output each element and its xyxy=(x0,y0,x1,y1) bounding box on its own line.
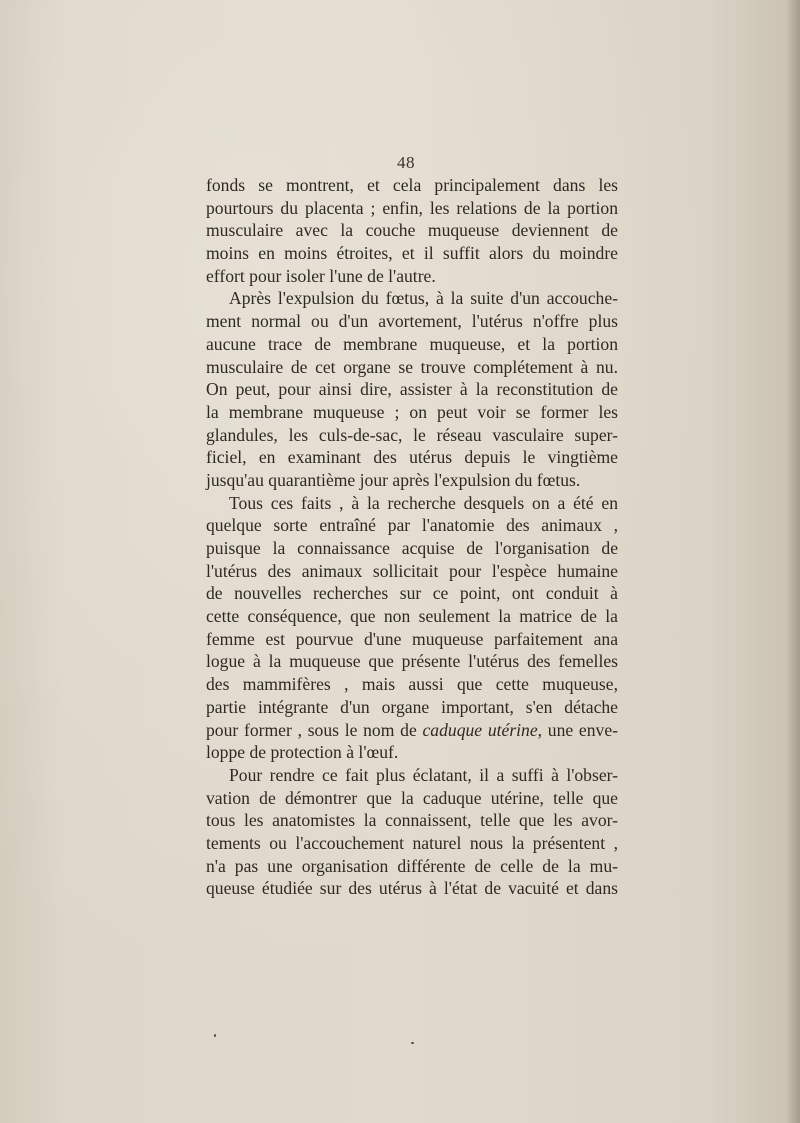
text-line: puisque la connaissance acquise de l'organisation de xyxy=(206,538,618,558)
text-line: n'a pas une organisation différente de celle de la mu- xyxy=(206,855,618,876)
page-gutter-shadow xyxy=(786,0,800,1123)
text-line: cette conséquence, que non seulement la matrice de la xyxy=(206,606,618,627)
text-line: ment normal ou d'un avortement, l'utérus n'offre plus xyxy=(206,311,618,332)
text-segment: pour former , sous le nom de xyxy=(206,719,417,740)
text-line: pourtours du placenta ; enfin, les relations de la portion xyxy=(206,197,618,218)
text-line: tous les anatomistes la connaissent, telle que les avor- xyxy=(206,810,618,831)
italic-term: caduque utérine xyxy=(422,719,538,740)
text-line: loppe de protection à l'œuf. xyxy=(206,742,399,763)
text-segment: , une enve- xyxy=(537,719,618,740)
text-line: tements ou l'accouchement naturel nous la présentent , xyxy=(206,832,618,853)
text-line: glandules, les culs-de-sac, le réseau vasculaire super- xyxy=(206,424,618,445)
paper-speck xyxy=(214,1034,216,1037)
page-number: 48 xyxy=(397,153,415,172)
text-line: jusqu'au quarantième jour après l'expulsion du fœtus. xyxy=(206,469,581,490)
text-line: vation de démontrer que la caduque utérine, telle que xyxy=(206,787,618,808)
text-line: l'utérus des animaux sollicitait pour l'espèce humaine xyxy=(206,560,618,581)
text-line: des mammifères , mais aussi que cette muqueuse, xyxy=(206,674,618,695)
text-line: ficiel, en examinant des utérus depuis le vingtième xyxy=(206,447,618,468)
text-line: femme est pourvue d'une muqueuse parfaitement ana xyxy=(206,628,618,649)
text-line: musculaire de cet organe se trouve complétement à nu. xyxy=(206,356,618,377)
text-line: On peut, pour ainsi dire, assister à la reconstitution de xyxy=(206,379,618,400)
text-line: effort pour isoler l'une de l'autre. xyxy=(206,265,436,286)
text-line: logue à la muqueuse que présente l'utérus des femelles xyxy=(206,651,618,672)
text-line-with-italic xyxy=(206,719,618,742)
text-line: queuse étudiée sur des utérus à l'état de vacuité et dans xyxy=(206,878,618,899)
text-line: partie intégrante d'un organe important, s'en détache xyxy=(206,696,618,717)
body-text xyxy=(206,174,618,900)
paragraph-first-line: Après l'expulsion du fœtus, à la suite d'un accouche- xyxy=(229,288,618,309)
text-line: fonds se montrent, et cela principalement dans les xyxy=(206,175,618,195)
paragraph-first-line: Pour rendre ce fait plus éclatant, il a suffi à l'obser- xyxy=(229,764,618,785)
text-line: quelque sorte entraîné par l'anatomie des animaux , xyxy=(206,515,618,536)
text-line: de nouvelles recherches sur ce point, ont conduit à xyxy=(206,583,618,604)
text-line: la membrane muqueuse ; on peut voir se former les xyxy=(206,401,618,422)
text-line: aucune trace de membrane muqueuse, et la portion xyxy=(206,333,618,354)
text-line: musculaire avec la couche muqueuse deviennent de xyxy=(206,220,618,241)
paragraph-first-line: Tous ces faits , à la recherche desquels on a été en xyxy=(229,492,618,513)
paper-speck xyxy=(411,1042,414,1044)
text-line: moins en moins étroites, et il suffit alors du moindre xyxy=(206,243,618,264)
